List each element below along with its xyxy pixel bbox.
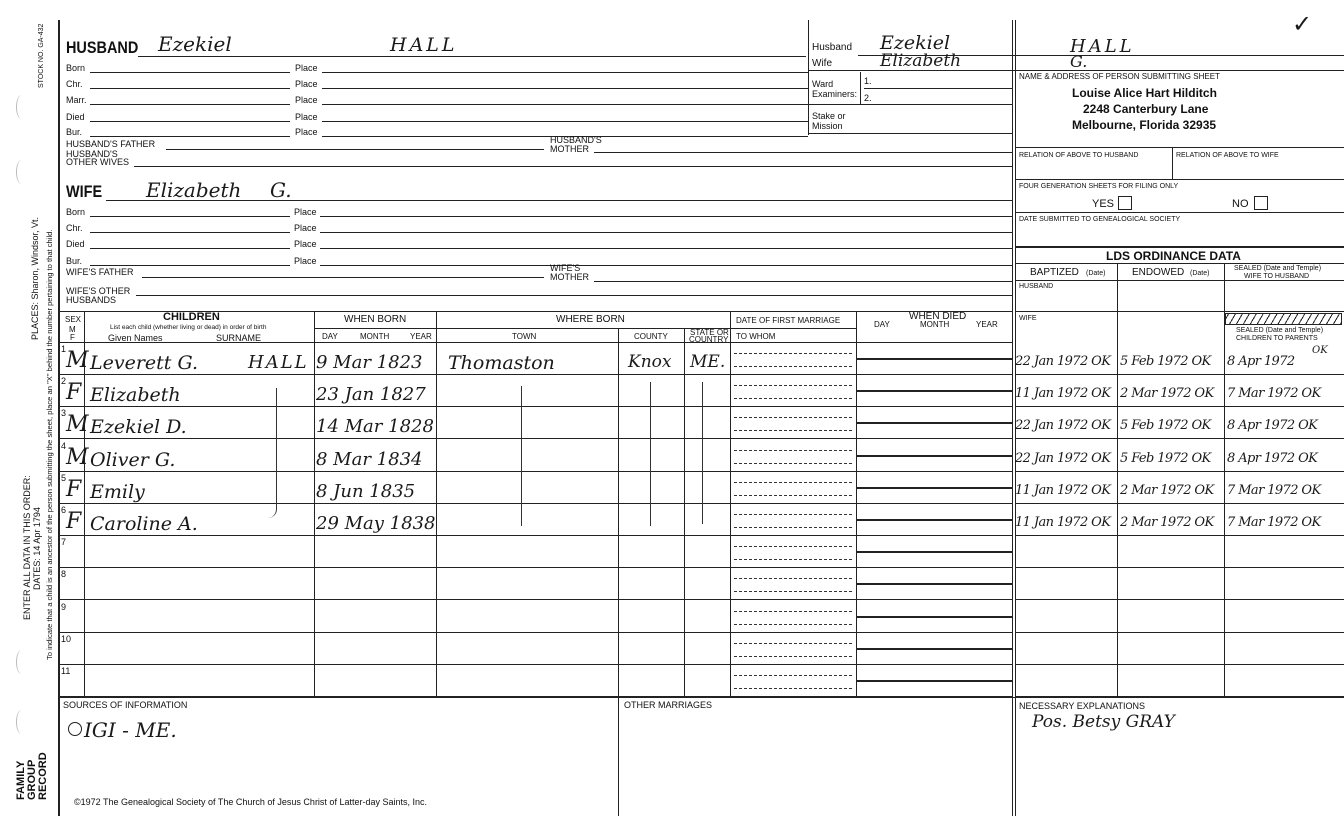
when-born-header: WHEN BORN	[344, 314, 407, 325]
sex-m: M	[69, 325, 76, 334]
baptized-sub: (Date)	[1086, 270, 1106, 277]
child-baptized[interactable]: 22 Jan 1972 OK	[1015, 451, 1111, 466]
col-line	[618, 328, 619, 697]
day-header: DAY	[322, 332, 338, 341]
child-given-names[interactable]: Leverett G.	[90, 352, 199, 374]
sealed-children-label-2: CHILDREN TO PARENTS	[1236, 335, 1318, 342]
sealed-wife-label-2: WIFE TO HUSBAND	[1244, 273, 1310, 280]
field-line	[320, 265, 1012, 266]
no-label: NO	[1232, 198, 1249, 210]
row-line	[58, 438, 1012, 439]
sealed-children-hatch	[1225, 313, 1342, 325]
child-sex[interactable]: F	[66, 509, 82, 534]
wife-given-name[interactable]: Elizabeth	[146, 178, 242, 202]
no-checkbox[interactable]	[1254, 196, 1268, 210]
child-sex[interactable]: F	[66, 477, 82, 502]
row-line	[58, 632, 1012, 633]
right-husband-label: Husband	[812, 42, 853, 53]
field-line	[58, 342, 1012, 343]
row-number: 1	[61, 344, 67, 354]
field-line	[1015, 311, 1344, 312]
to-whom-line	[734, 559, 852, 560]
field-line	[808, 104, 1012, 105]
husband-father-label: HUSBAND'S FATHER	[66, 139, 156, 149]
child-given-names[interactable]: Elizabeth	[90, 384, 181, 406]
child-baptized[interactable]: 11 Jan 1972 OK	[1015, 515, 1111, 530]
field-line	[136, 295, 1012, 296]
punch-hole	[16, 95, 27, 119]
child-birth-date[interactable]: 8 Mar 1834	[316, 449, 423, 470]
child-baptized[interactable]: 11 Jan 1972 OK	[1015, 483, 1111, 498]
child-birth-date[interactable]: 14 Mar 1828	[316, 416, 434, 437]
field-line	[320, 248, 1012, 249]
right-wife-initial[interactable]: G.	[1070, 52, 1088, 71]
death-date-line	[856, 519, 1012, 521]
child-surname[interactable]: HALL	[248, 352, 309, 373]
col-line	[684, 328, 685, 697]
lds-husband-label: HUSBAND	[1019, 283, 1054, 290]
row-line	[58, 664, 1012, 665]
to-whom-line	[734, 398, 852, 399]
marriage-date-line	[734, 546, 852, 547]
wife-father-label: WIFE'S FATHER	[66, 267, 134, 277]
right-husband-given[interactable]: Ezekiel	[880, 32, 951, 54]
field-line	[90, 104, 290, 105]
row-line	[58, 471, 1012, 472]
child-sealed[interactable]: 7 Mar 1972 OK	[1227, 386, 1321, 401]
ditto-mark	[515, 386, 522, 526]
examiner-1: 1.	[864, 76, 872, 86]
sidebar	[0, 0, 58, 816]
wife-bur-label: Bur.	[66, 256, 83, 266]
husband-marr-place-label: Place	[295, 95, 318, 105]
wife-mother-label-1: WIFE'S	[550, 263, 581, 273]
wife-born-label: Born	[66, 207, 86, 217]
field-line	[90, 232, 290, 233]
child-birth-date[interactable]: 9 Mar 1823	[316, 352, 423, 373]
examiner-divider	[860, 72, 861, 104]
lds-title: LDS ORDINANCE DATA	[1106, 249, 1241, 263]
field-line	[1015, 179, 1344, 180]
husband-mother-label-1: HUSBAND'S	[550, 135, 602, 145]
marriage-date-line	[734, 578, 852, 579]
row-number: 10	[61, 634, 72, 644]
yes-checkbox[interactable]	[1118, 196, 1132, 210]
field-line	[90, 121, 290, 122]
field-line	[322, 72, 808, 73]
field-line	[322, 88, 808, 89]
child-given-names[interactable]: Ezekiel D.	[90, 416, 187, 438]
wife-other-husbands-2: HUSBANDS	[66, 295, 117, 305]
field-line	[808, 70, 1344, 71]
wife-born-place-label: Place	[294, 207, 317, 217]
sources-bullet	[68, 722, 82, 736]
to-whom-line	[734, 527, 852, 528]
death-date-line	[856, 422, 1012, 424]
husband-other-wives-2: OTHER WIVES	[66, 157, 130, 167]
row-line	[1015, 632, 1344, 633]
ward-label: Ward	[812, 79, 834, 89]
husband-bur-label: Bur.	[66, 127, 83, 137]
row-number: 11	[61, 666, 71, 676]
child-sealed[interactable]: 8 Apr 1972 OK	[1227, 418, 1318, 433]
field-line	[90, 136, 290, 137]
field-line	[864, 88, 1012, 89]
husband-other-wives-1: HUSBAND'S	[66, 149, 118, 159]
right-wife-given[interactable]: Elizabeth	[880, 51, 962, 71]
field-line	[594, 152, 1012, 153]
wife-chr-place-label: Place	[294, 223, 317, 233]
given-names-header: Given Names	[108, 333, 163, 343]
form-title: FAMILY GROUP RECORD	[15, 752, 49, 800]
death-date-line	[856, 390, 1012, 392]
child-endowed[interactable]: 2 Mar 1972 OK	[1120, 386, 1214, 401]
husband-label: HUSBAND	[66, 38, 139, 57]
husband-given-name[interactable]: Ezekiel	[158, 32, 232, 56]
field-line	[90, 248, 290, 249]
relation-wife-label: RELATION OF ABOVE TO WIFE	[1176, 152, 1279, 159]
row-line	[58, 599, 1012, 600]
child-endowed[interactable]: 2 Mar 1972 OK	[1120, 515, 1214, 530]
enter-all-data: ENTER ALL DATA IN THIS ORDER:	[22, 475, 32, 620]
ancestor-instruction: To indicate that a child is an ancestor of the person submitting the sheet, place an "X" behind the number pertaining to that child.	[45, 229, 54, 660]
state-header-1: STATE OR	[690, 328, 729, 337]
child-birth-county[interactable]: Knox	[628, 352, 672, 372]
field-line	[1015, 147, 1344, 148]
county-header: COUNTY	[634, 332, 668, 341]
ditto-mark	[694, 382, 703, 524]
row-number: 2	[61, 376, 67, 386]
to-whom-line	[734, 688, 852, 689]
husband-born-place-label: Place	[295, 63, 318, 73]
check-mark: ✓	[1292, 10, 1313, 38]
wife-initial[interactable]: G.	[270, 178, 292, 202]
punch-hole	[16, 710, 27, 734]
explanations-value[interactable]: Pos. Betsy GRAY	[1032, 712, 1175, 732]
row-line	[58, 374, 1012, 375]
child-endowed[interactable]: 5 Feb 1972 OK	[1120, 418, 1211, 433]
row-line	[58, 567, 1012, 568]
field-line	[1015, 263, 1344, 264]
died-year-header: YEAR	[976, 320, 998, 329]
row-line	[1015, 664, 1344, 665]
field-line	[314, 328, 436, 329]
relation-divider	[1172, 147, 1173, 179]
field-line	[1015, 212, 1344, 213]
husband-born-label: Born	[66, 63, 86, 73]
child-given-names[interactable]: Oliver G.	[90, 449, 176, 471]
row-line	[1015, 374, 1344, 375]
child-endowed[interactable]: 2 Mar 1972 OK	[1120, 483, 1214, 498]
field-line	[808, 133, 1012, 134]
field-line	[90, 88, 290, 89]
four-gen-label: FOUR GENERATION SHEETS FOR FILING ONLY	[1019, 183, 1179, 190]
husband-died-label: Died	[66, 112, 85, 122]
marriage-date-line	[734, 643, 852, 644]
to-whom-line	[734, 624, 852, 625]
row-line	[58, 503, 1012, 504]
punch-hole	[16, 160, 27, 184]
footer-divider	[618, 697, 619, 816]
col-line	[856, 311, 857, 697]
where-born-header: WHERE BORN	[556, 314, 625, 325]
to-whom-line	[734, 463, 852, 464]
lds-wife-label: WIFE	[1019, 315, 1037, 322]
baptized-label: BAPTIZED	[1030, 267, 1079, 278]
wife-other-husbands-1: WIFE'S OTHER	[66, 286, 131, 296]
dates-order: DATES: 14 Apr 1794	[32, 507, 42, 590]
other-marriages-label: OTHER MARRIAGES	[624, 700, 713, 710]
field-line	[134, 166, 1012, 167]
husband-surname[interactable]: HALL	[390, 34, 458, 56]
wife-died-place-label: Place	[294, 239, 317, 249]
child-baptized[interactable]: 22 Jan 1972 OK	[1015, 418, 1111, 433]
child-baptized[interactable]: 11 Jan 1972 OK	[1015, 386, 1111, 401]
field-line	[730, 328, 856, 329]
death-date-line	[856, 616, 1012, 618]
husband-bur-place-label: Place	[295, 127, 318, 137]
wife-mother-label-2: MOTHER	[550, 272, 589, 282]
child-sex[interactable]: M	[66, 412, 89, 437]
sealed-wife-label-1: SEALED (Date and Temple)	[1234, 265, 1322, 272]
husband-died-place-label: Place	[295, 112, 318, 122]
death-date-line	[856, 648, 1012, 650]
row-number: 7	[61, 537, 67, 547]
died-month-header: MONTH	[920, 320, 950, 329]
submitter-label: NAME & ADDRESS OF PERSON SUBMITTING SHEET	[1019, 72, 1220, 81]
child-baptized[interactable]: 22 Jan 1972 OK	[1015, 354, 1111, 369]
row-number: 8	[61, 569, 67, 579]
to-whom-line	[734, 366, 852, 367]
husband-mother-label-2: MOTHER	[550, 144, 589, 154]
row-line	[1015, 599, 1344, 600]
ward-border	[808, 20, 809, 135]
field-line	[1015, 246, 1344, 248]
town-header: TOWN	[512, 332, 537, 341]
child-given-names[interactable]: Emily	[90, 481, 145, 503]
field-line	[1015, 280, 1344, 281]
child-sealed-note: OK	[1312, 345, 1328, 356]
marriage-date-line	[734, 611, 852, 612]
col-line	[730, 311, 731, 697]
wife-died-label: Died	[66, 239, 85, 249]
to-whom-header: TO WHOM	[736, 332, 776, 341]
month-header: MONTH	[360, 332, 390, 341]
row-line	[1015, 567, 1344, 568]
submitter-city[interactable]: Melbourne, Florida 32935	[1072, 118, 1217, 132]
wife-bur-place-label: Place	[294, 256, 317, 266]
marriage-date-line	[734, 482, 852, 483]
child-sealed[interactable]: 8 Apr 1972 OK	[1227, 451, 1318, 466]
row-line	[58, 406, 1012, 407]
col-line	[436, 311, 437, 697]
col-line	[314, 311, 315, 697]
mission-label: Mission	[812, 121, 843, 131]
marriage-date-line	[734, 675, 852, 676]
children-title: CHILDREN	[163, 311, 220, 323]
child-birth-state[interactable]: ME.	[690, 352, 726, 372]
marriage-date-line	[734, 450, 852, 451]
to-whom-line	[734, 430, 852, 431]
child-sealed[interactable]: 7 Mar 1972 OK	[1227, 483, 1321, 498]
child-birth-date[interactable]: 23 Jan 1827	[316, 384, 426, 405]
copyright: ©1972 The Genealogical Society of The Church of Jesus Christ of Latter-day Saints, Inc.	[74, 797, 427, 807]
right-wife-label: Wife	[812, 58, 832, 69]
row-number: 9	[61, 602, 67, 612]
yes-label: YES	[1092, 198, 1115, 210]
child-sex[interactable]: F	[66, 380, 82, 405]
husband-chr-label: Chr.	[66, 79, 83, 89]
explanations-label: NECESSARY EXPLANATIONS	[1019, 701, 1146, 711]
child-sealed[interactable]: 8 Apr 1972	[1227, 354, 1295, 369]
submitter-name[interactable]: Louise Alice Hart Hilditch	[1072, 86, 1217, 100]
row-line	[1015, 503, 1344, 504]
field-line	[90, 216, 290, 217]
child-sex[interactable]: M	[66, 445, 89, 470]
submitter-street[interactable]: 2248 Canterbury Lane	[1083, 102, 1209, 116]
wife-name-line	[106, 200, 1012, 201]
marriage-date-line	[734, 385, 852, 386]
row-line	[1015, 438, 1344, 439]
sources-label: SOURCES OF INFORMATION	[63, 700, 188, 710]
state-header-2: COUNTRY	[689, 335, 729, 344]
wife-label: WIFE	[66, 182, 103, 201]
examiners-label: Examiners:	[812, 89, 858, 99]
husband-marr-label: Marr.	[66, 95, 87, 105]
field-line	[142, 277, 544, 278]
sources-value[interactable]: IGI - ME.	[84, 718, 177, 742]
husband-name-line	[138, 56, 806, 57]
when-died-header: WHEN DIED	[909, 311, 967, 322]
ditto-mark	[642, 382, 651, 526]
death-date-line	[856, 551, 1012, 553]
child-birth-town[interactable]: Thomaston	[448, 352, 555, 374]
row-line	[1015, 471, 1344, 472]
field-line	[90, 72, 290, 73]
endowed-label: ENDOWED	[1132, 267, 1185, 278]
places-order: PLACES: Sharon, Windsor, Vt.	[30, 216, 40, 340]
right-husband-surname[interactable]: HALL	[1070, 36, 1135, 57]
field-line	[594, 281, 1012, 282]
death-date-line	[856, 455, 1012, 457]
child-endowed[interactable]: 5 Feb 1972 OK	[1120, 451, 1211, 466]
children-subtitle: List each child (whether living or dead) in order of birth	[110, 324, 267, 331]
row-number: 5	[61, 473, 67, 483]
to-whom-line	[734, 591, 852, 592]
sealed-children-label-1: SEALED (Date and Temple)	[1236, 327, 1324, 334]
field-line	[166, 149, 544, 150]
marriage-date-line	[734, 514, 852, 515]
row-line	[58, 535, 1012, 536]
child-endowed[interactable]: 5 Feb 1972 OK	[1120, 354, 1211, 369]
field-line	[58, 697, 1344, 698]
row-line	[1015, 535, 1344, 536]
field-line	[90, 265, 290, 266]
row-line	[1015, 406, 1344, 407]
death-date-line	[856, 680, 1012, 682]
child-sealed[interactable]: 7 Mar 1972 OK	[1227, 515, 1321, 530]
relation-husband-label: RELATION OF ABOVE TO HUSBAND	[1019, 152, 1139, 159]
date-submitted-label: DATE SUBMITTED TO GENEALOGICAL SOCIETY	[1019, 216, 1181, 223]
field-line	[320, 232, 1012, 233]
death-date-line	[856, 358, 1012, 360]
husband-chr-place-label: Place	[295, 79, 318, 89]
wife-chr-label: Chr.	[66, 223, 83, 233]
marriage-date-line	[734, 417, 852, 418]
examiner-2: 2.	[864, 93, 872, 103]
field-line	[436, 328, 730, 329]
year-header: YEAR	[410, 332, 432, 341]
marriage-date-line	[734, 353, 852, 354]
row-number: 6	[61, 505, 67, 515]
first-marriage-header: DATE OF FIRST MARRIAGE	[736, 316, 841, 325]
ditto-mark	[268, 388, 277, 518]
died-day-header: DAY	[874, 320, 890, 329]
row-number: 4	[61, 441, 67, 451]
field-line	[322, 121, 808, 122]
stock-number: STOCK NO. GA-432	[38, 23, 45, 88]
punch-hole	[16, 650, 27, 674]
child-birth-date[interactable]: 29 May 1838	[316, 513, 436, 534]
sex-header: SEX	[65, 315, 82, 324]
row-number: 3	[61, 408, 67, 418]
stake-label: Stake or	[812, 111, 846, 121]
surname-header: SURNAME	[216, 333, 262, 343]
sex-f: F	[70, 333, 75, 342]
to-whom-line	[734, 495, 852, 496]
endowed-sub: (Date)	[1190, 270, 1210, 277]
child-sex[interactable]: M	[66, 348, 89, 373]
child-given-names[interactable]: Caroline A.	[90, 513, 198, 535]
field-line	[322, 104, 808, 105]
death-date-line	[856, 487, 1012, 489]
child-birth-date[interactable]: 8 Jun 1835	[316, 481, 416, 502]
field-line	[320, 216, 1012, 217]
to-whom-line	[734, 656, 852, 657]
death-date-line	[856, 583, 1012, 585]
